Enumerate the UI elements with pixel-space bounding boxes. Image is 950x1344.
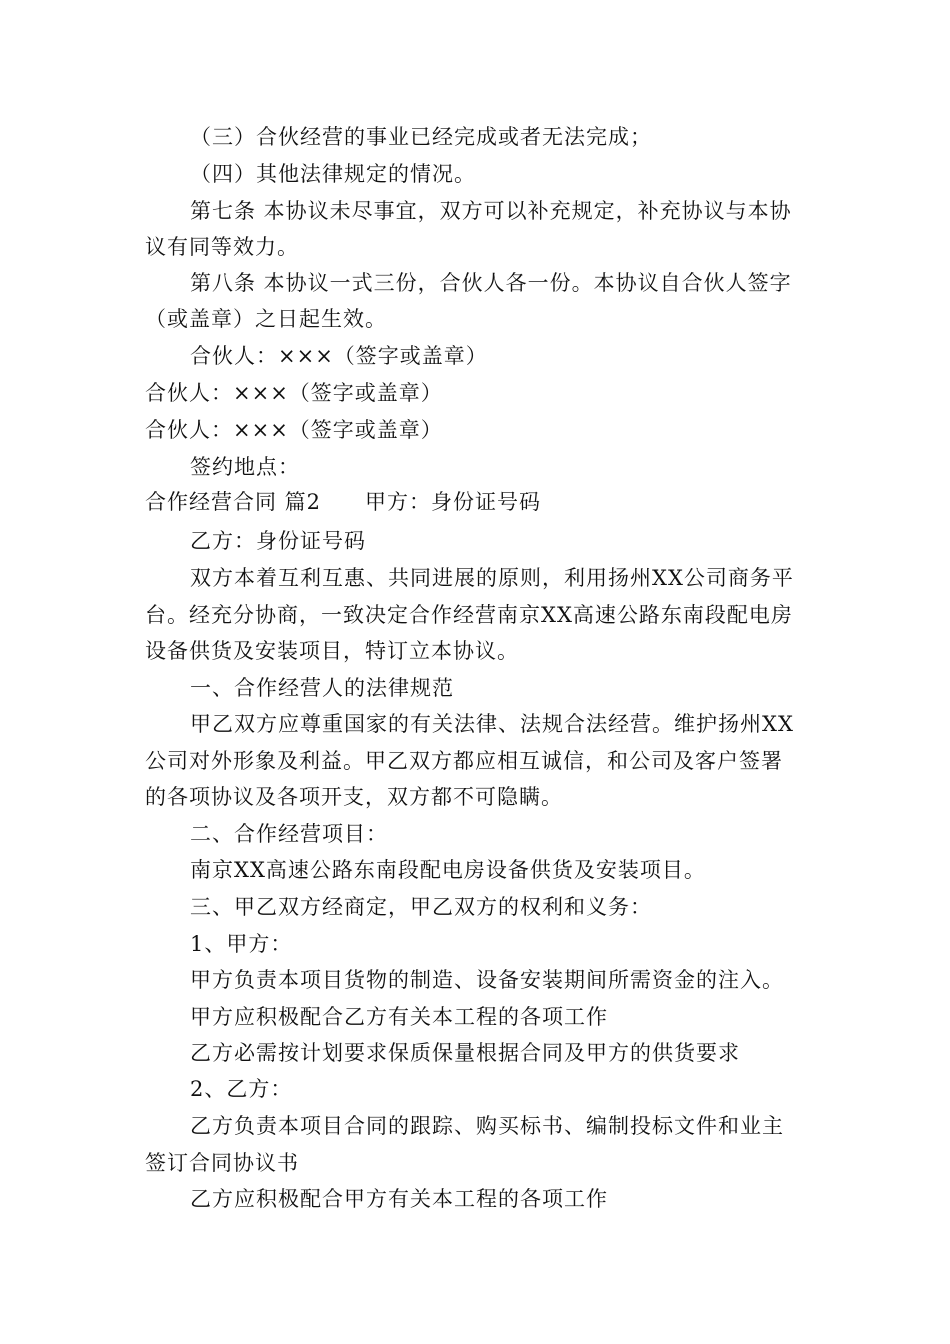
article-8-line-2: （或盖章）之日起生效。 (145, 307, 387, 331)
party-b-id: 乙方：身份证号码 (190, 529, 366, 553)
partner-signature-1: 合伙人：×××（签字或盖章） (190, 344, 488, 368)
party-b-duty-1-line-1: 乙方负责本项目合同的跟踪、购买标书、编制投标文件和业主 (190, 1114, 784, 1138)
section-1-heading: 一、合作经营人的法律规范 (190, 676, 454, 700)
party-b-heading: 2、乙方： (190, 1077, 293, 1101)
contract-2-heading: 合作经营合同 篇2 甲方：身份证号码 (145, 490, 542, 514)
article-7-line-1: 第七条 本协议未尽事宜，双方可以补充规定，补充协议与本协 (190, 199, 792, 223)
clause-dissolution-3: （三）合伙经营的事业已经完成或者无法完成； (190, 125, 652, 149)
signing-location: 签约地点： (190, 455, 300, 479)
section-3-heading: 三、甲乙双方经商定，甲乙双方的权利和义务： (190, 895, 652, 919)
party-a-heading: 1、甲方： (190, 932, 293, 956)
party-b-duty-1-line-2: 签订合同协议书 (145, 1151, 299, 1175)
article-8-line-1: 第八条 本协议一式三份，合伙人各一份。本协议自合伙人签字 (190, 271, 792, 295)
preamble-line-3: 设备供货及安装项目，特订立本协议。 (145, 639, 519, 663)
section-2-project: 南京XX高速公路东南段配电房设备供货及安装项目。 (190, 858, 706, 882)
partner-signature-3: 合伙人：×××（签字或盖章） (145, 418, 443, 442)
preamble-line-1: 双方本着互利互惠、共同进展的原则，利用扬州XX公司商务平 (190, 566, 794, 590)
preamble-line-2: 台。经充分协商，一致决定合作经营南京XX高速公路东南段配电房 (145, 603, 793, 627)
party-b-duty-2: 乙方应积极配合甲方有关本工程的各项工作 (190, 1187, 608, 1211)
party-a-duty-1: 甲方负责本项目货物的制造、设备安装期间所需资金的注入。 (190, 968, 784, 992)
article-7-line-2: 议有同等效力。 (145, 235, 299, 259)
section-1-line-1: 甲乙双方应尊重国家的有关法律、法规合法经营。维护扬州XX (190, 712, 794, 736)
section-1-line-2: 公司对外形象及利益。甲乙双方都应相互诚信，和公司及客户签署 (145, 749, 783, 773)
party-a-duty-3: 乙方必需按计划要求保质保量根据合同及甲方的供货要求 (190, 1041, 740, 1065)
section-1-line-3: 的各项协议及各项开支，双方都不可隐瞒。 (145, 785, 563, 809)
clause-dissolution-4: （四）其他法律规定的情况。 (190, 162, 476, 186)
section-2-heading: 二、合作经营项目： (190, 822, 388, 846)
partner-signature-2: 合伙人：×××（签字或盖章） (145, 381, 443, 405)
party-a-duty-2: 甲方应积极配合乙方有关本工程的各项工作 (190, 1005, 608, 1029)
